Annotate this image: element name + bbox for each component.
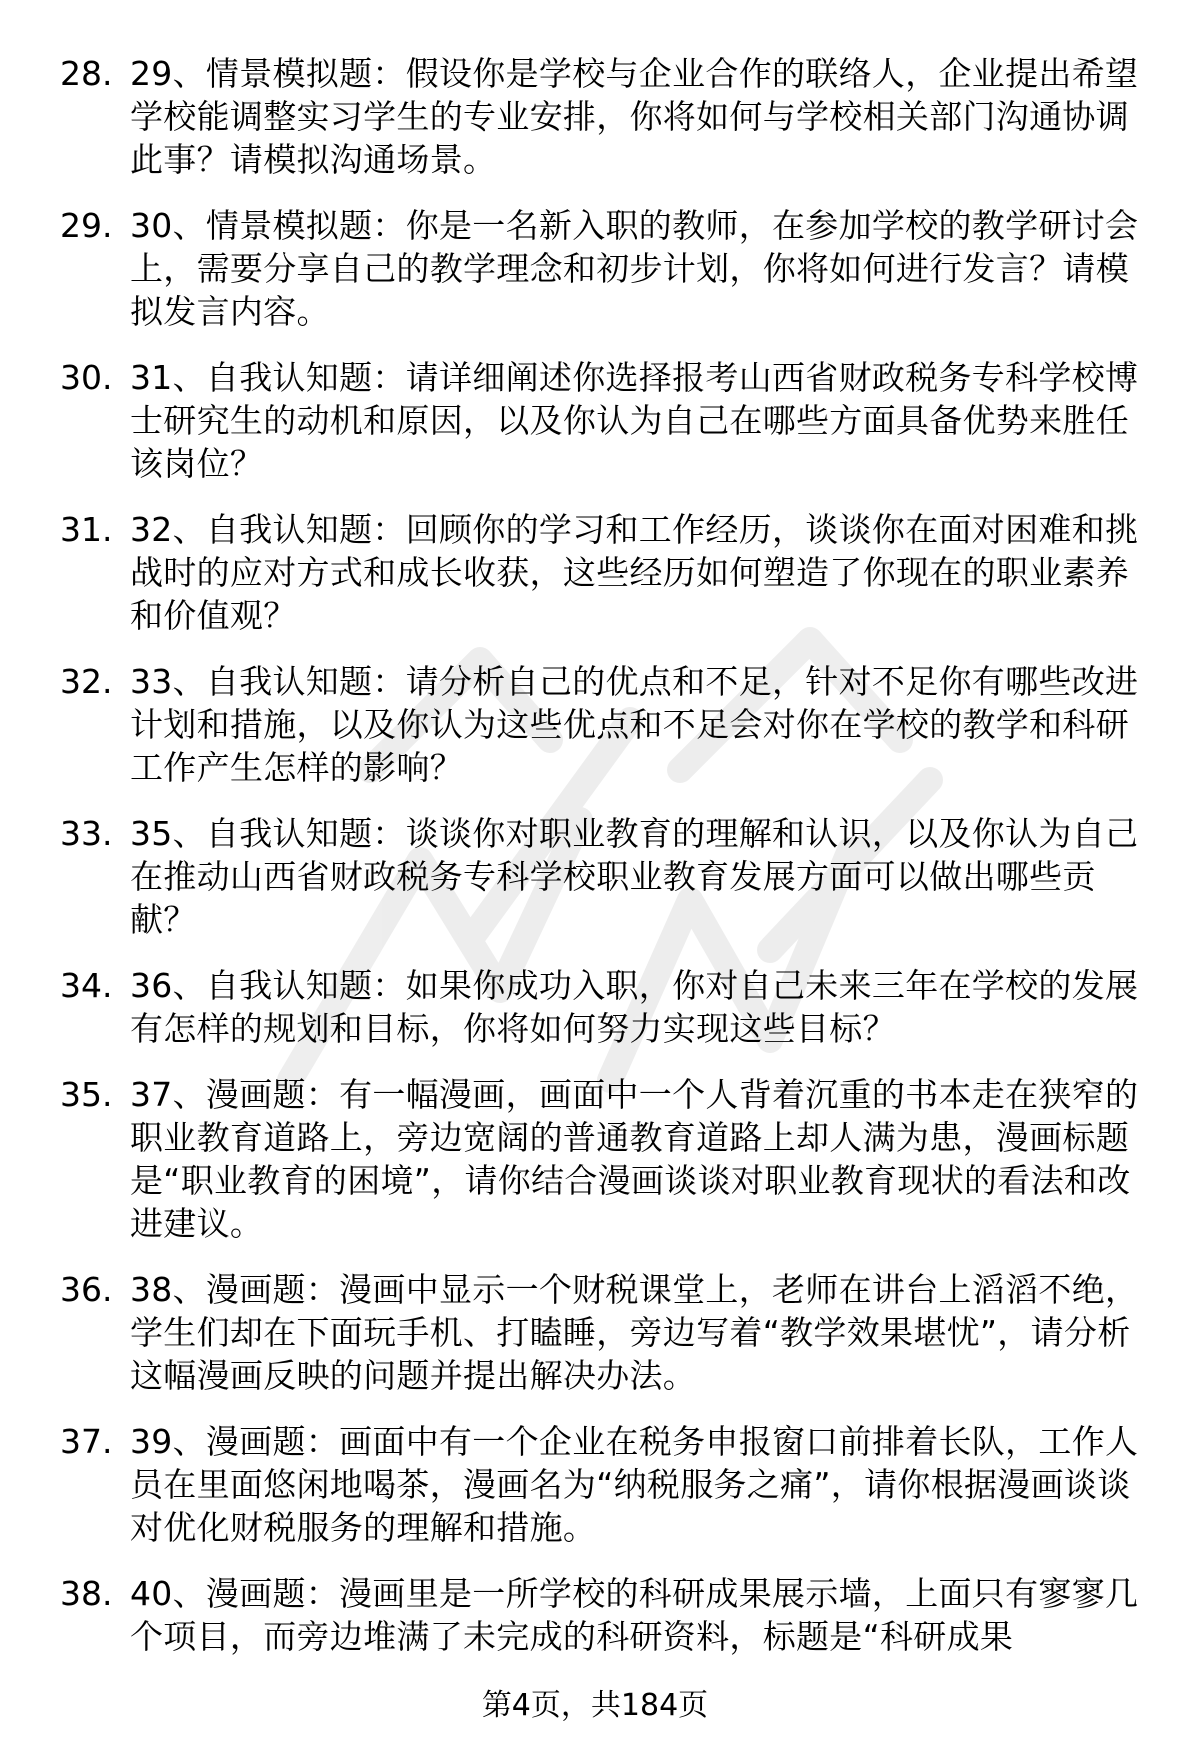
list-item (0, 508, 1190, 637)
item-number: 35. (60, 1075, 113, 1114)
item-text: 40、漫画题：漫画里是一所学校的科研成果展示墙，上面只有寥寥几个项目，而旁边堆满了未完成的科研资料，标题是“科研成果 (130, 1574, 1139, 1656)
list-item (0, 1572, 1190, 1658)
item-number: 32. (60, 662, 113, 701)
list-item (0, 204, 1190, 333)
list-item (0, 52, 1190, 181)
item-number: 38. (60, 1574, 113, 1613)
item-text: 35、自我认知题：谈谈你对职业教育的理解和认识，以及你认为自己在推动山西省财政税务专科学校职业教育发展方面可以做出哪些贡献？ (130, 814, 1139, 939)
item-text: 31、自我认知题：请详细阐述你选择报考山西省财政税务专科学校博士研究生的动机和原因，以及你认为自己在哪些方面具备优势来胜任该岗位？ (130, 358, 1139, 483)
list-item (0, 356, 1190, 485)
item-text: 38、漫画题：漫画中显示一个财税课堂上，老师在讲台上滔滔不绝，学生们却在下面玩手机、打瞌睡，旁边写着“教学效果堪忧”，请分析这幅漫画反映的问题并提出解决办法。 (130, 1270, 1139, 1395)
item-text: 39、漫画题：画面中有一个企业在税务申报窗口前排着长队，工作人员在里面悠闲地喝茶，漫画名为“纳税服务之痛”，请你根据漫画谈谈对优化财税服务的理解和措施。 (130, 1422, 1139, 1547)
item-text: 36、自我认知题：如果你成功入职，你对自己未来三年在学校的发展有怎样的规划和目标，你将如何努力实现这些目标？ (130, 966, 1139, 1048)
list-item (0, 964, 1190, 1050)
item-number: 34. (60, 966, 113, 1005)
item-text: 37、漫画题：有一幅漫画，画面中一个人背着沉重的书本走在狭窄的职业教育道路上，旁边宽阔的普通教育道路上却人满为患，漫画标题是“职业教育的困境”，请你结合漫画谈谈对职业教育现状的看法和改进建议。 (130, 1075, 1139, 1243)
list-item (0, 1073, 1190, 1245)
page-footer: 第4页，共184页 (481, 1688, 709, 1723)
question-list (0, 52, 1190, 1681)
item-text: 29、情景模拟题：假设你是学校与企业合作的联络人，企业提出希望学校能调整实习学生的专业安排，你将如何与学校相关部门沟通协调此事？请模拟沟通场景。 (130, 54, 1139, 179)
item-number: 31. (60, 510, 113, 549)
item-number: 30. (60, 358, 113, 397)
list-item (0, 660, 1190, 789)
item-text: 32、自我认知题：回顾你的学习和工作经历，谈谈你在面对困难和挑战时的应对方式和成长收获，这些经历如何塑造了你现在的职业素养和价值观？ (130, 510, 1139, 635)
item-number: 36. (60, 1270, 113, 1309)
list-item (0, 812, 1190, 941)
list-item (0, 1268, 1190, 1397)
item-number: 29. (60, 206, 113, 245)
item-number: 37. (60, 1422, 113, 1461)
item-text: 33、自我认知题：请分析自己的优点和不足，针对不足你有哪些改进计划和措施，以及你认为这些优点和不足会对你在学校的教学和科研工作产生怎样的影响？ (130, 662, 1139, 787)
item-number: 33. (60, 814, 113, 853)
item-number: 28. (60, 54, 113, 93)
item-text: 30、情景模拟题：你是一名新入职的教师，在参加学校的教学研讨会上，需要分享自己的教学理念和初步计划，你将如何进行发言？请模拟发言内容。 (130, 206, 1139, 331)
list-item (0, 1420, 1190, 1549)
